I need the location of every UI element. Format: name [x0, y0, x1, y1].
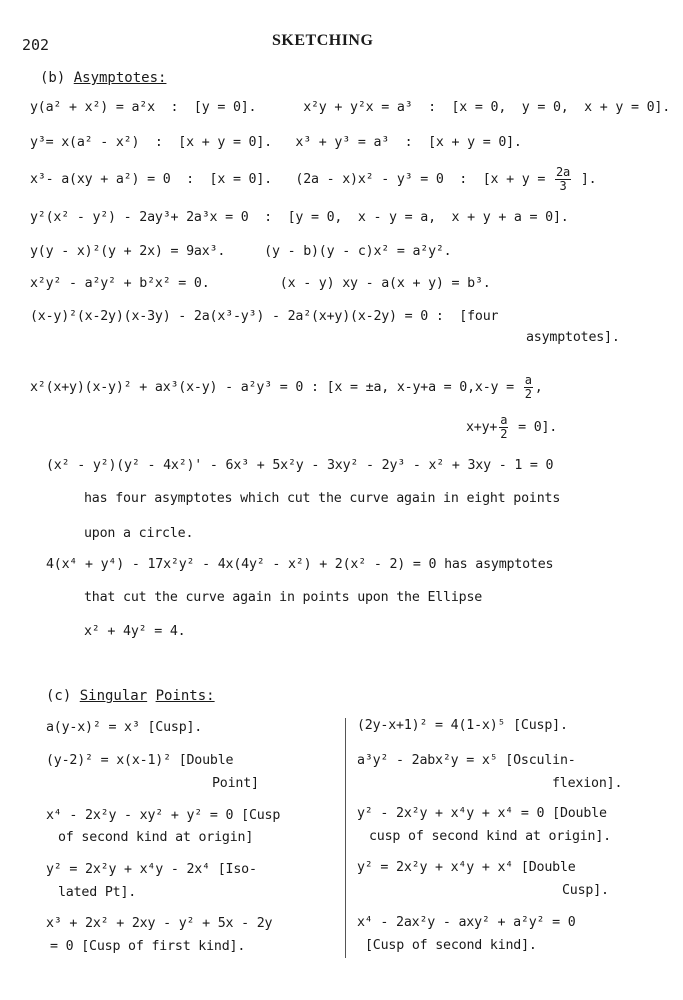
equation-line: y³= x(a² - x²) : [x + y = 0]. x³ + y³ = a³ : [x + y = 0].: [30, 135, 522, 150]
singular-point-left: (y-2)² = x(x-1)² [Double: [46, 753, 234, 768]
text-line: upon a circle.: [84, 526, 194, 541]
page-number: 202: [22, 36, 50, 54]
section-c-heading: [46, 688, 215, 704]
text-line: that cut the curve again in points upon the Ellipse: [84, 590, 483, 605]
equation-line: x² + 4y² = 4.: [84, 624, 186, 639]
singular-point-left-cont: Point]: [212, 776, 259, 791]
fraction-a-over-2: $\frac{a}{2}$: [500, 413, 508, 441]
singular-point-left-cont: lated Pt].: [58, 885, 137, 900]
equation-line: y(y - x)²(y + 2x) = 9ax³. (y - b)(y - c)x² = a²y².: [30, 244, 452, 259]
singular-point-right: (2y-x+1)² = 4(1-x)⁵ [Cusp].: [357, 718, 568, 733]
equation-line: x³- a(xy + a²) = 0 : [x = 0]. (2a - x)x² - y³ = 0 : [x + y = $\frac{2a}{3}$ ].: [30, 165, 597, 193]
fraction-a-over-2: $\frac{a}{2}$: [524, 373, 532, 401]
text-line: has four asymptotes which cut the curve again in eight points: [84, 491, 561, 506]
equation-line-continued: asymptotes].: [526, 330, 620, 345]
singular-point-right-cont: [Cusp of second kind].: [365, 938, 537, 953]
section-c-label-2: Points:: [155, 688, 215, 704]
singular-point-right: y² = 2x²y + x⁴y + x⁴ [Double: [357, 860, 576, 875]
running-title: SKETCHING: [272, 32, 374, 49]
singular-point-right-cont: cusp of second kind at origin].: [369, 829, 611, 844]
section-b-label: Asymptotes:: [73, 70, 167, 86]
singular-point-right-cont: Cusp].: [562, 883, 609, 898]
section-b-heading: [40, 70, 166, 86]
singular-point-left: y² = 2x²y + x⁴y - 2x⁴ [Iso-: [46, 862, 257, 877]
singular-point-left: x³ + 2x² + 2xy - y² + 5x - 2y: [46, 916, 273, 931]
equation-text: x³- a(xy + a²) = 0 : [x = 0]. (2a - x)x² - y³ = 0 : [x + y =: [30, 172, 546, 188]
section-c-label-1: Singular: [79, 688, 148, 704]
equation-line: x²y² - a²y² + b²x² = 0. (x - y) xy - a(x + y) = b³.: [30, 276, 491, 291]
singular-point-right: x⁴ - 2ax²y - axy² + a²y² = 0: [357, 915, 576, 930]
equation-line: x²(x+y)(x-y)² + ax³(x-y) - a²y³ = 0 : [x = ±a, x-y+a = 0,x-y = $\frac{a}{2}$ ,: [30, 373, 543, 401]
singular-point-right-cont: flexion].: [552, 776, 623, 791]
section-c-prefix: (c): [46, 688, 80, 704]
equation-line: (x² - y²)(y² - 4x²)' - 6x³ + 5x²y - 3xy² - 2y³ - x² + 3xy - 1 = 0: [46, 458, 554, 473]
singular-point-left-cont: of second kind at origin]: [58, 830, 254, 845]
equation-line: y²(x² - y²) - 2ay³+ 2a³x = 0 : [y = 0, x - y = a, x + y + a = 0].: [30, 210, 569, 225]
equation-line-continued: x+y+ $\frac{a}{2}$ = 0].: [466, 413, 558, 441]
singular-point-left: a(y-x)² = x³ [Cusp].: [46, 720, 203, 735]
equation-line: y(a² + x²) = a²x : [y = 0]. x²y + y²x = a³ : [x = 0, y = 0, x + y = 0].: [30, 100, 671, 115]
singular-point-right: a³y² - 2abx²y = x⁵ [Osculin-: [357, 753, 576, 768]
equation-line: 4(x⁴ + y⁴) - 17x²y² - 4x(4y² - x²) + 2(x² - 2) = 0 has asymptotes: [46, 557, 554, 572]
section-b-prefix: (b): [40, 70, 74, 86]
singular-point-left: x⁴ - 2x²y - xy² + y² = 0 [Cusp: [46, 808, 281, 823]
singular-point-right: y² - 2x²y + x⁴y + x⁴ = 0 [Double: [357, 806, 607, 821]
equation-text: x²(x+y)(x-y)² + ax³(x-y) - a²y³ = 0 : [x = ±a, x-y+a = 0,x-y =: [30, 380, 514, 396]
equation-line: (x-y)²(x-2y)(x-3y) - 2a(x³-y³) - 2a²(x+y)(x-2y) = 0 : [four: [30, 309, 499, 324]
fraction-2a-over-3: $\frac{2a}{3}$: [555, 165, 571, 193]
column-divider: [345, 718, 346, 958]
singular-point-left-cont: = 0 [Cusp of first kind].: [50, 939, 246, 954]
